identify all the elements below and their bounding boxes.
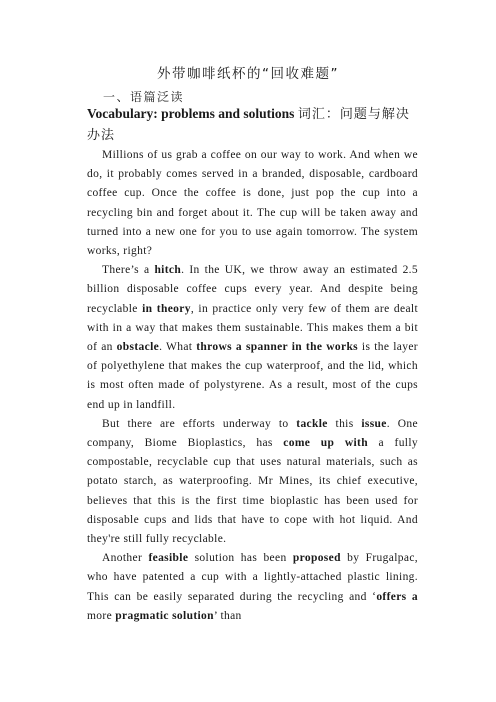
article-body	[87, 146, 418, 626]
keyword-spanner: throws a spanner in the works	[196, 341, 359, 354]
keyword-in-theory: in theory	[142, 302, 191, 315]
text: this	[327, 417, 362, 430]
paragraph-3	[87, 415, 418, 549]
text: ’ than	[213, 609, 242, 622]
vocabulary-heading-zh: 词汇：问题与解决办法	[87, 107, 410, 143]
text: is the layer of polyethylene that makes the cup waterproof, and the lid, which is most often made of polystyrene. As a result, most of the cups end up in landfill.	[87, 341, 418, 411]
keyword-hitch: hitch	[154, 264, 182, 277]
keyword-offers: offers a	[376, 590, 418, 603]
text: more	[87, 609, 116, 622]
text: But there are efforts underway to	[102, 417, 297, 430]
keyword-obstacle: obstacle	[116, 341, 160, 354]
text: a fully compostable, recyclable cup that uses natural materials, such as potato starch, as waterproofing. Mr Mines, its chief executive, believes that this is the first time bioplastic has been used for disposable cups and lids that have to cope with hot liquid. And they're still fully recyclable.	[87, 437, 418, 546]
text: Another	[102, 552, 149, 565]
keyword-come-up-with: come up with	[283, 437, 368, 450]
vocabulary-heading	[87, 104, 417, 146]
section-heading: 一、语篇泛读	[103, 90, 185, 104]
paragraph-2	[87, 261, 418, 415]
text: by Frugalpac, who have patented a cup with a lightly-attached plastic lining. This can be easily separated during the recycling and ‘	[87, 552, 418, 603]
text: , in practice only very few of them are dealt with in a way that makes them sustainable. This makes them a bit of an	[87, 302, 418, 354]
keyword-tackle: tackle	[296, 417, 328, 430]
keyword-pragmatic-solution: pragmatic solution	[115, 609, 214, 622]
keyword-issue: issue	[361, 417, 387, 430]
vocabulary-heading-en: Vocabulary: problems and solutions	[87, 106, 298, 121]
text: . One company, Biome Bioplastics, has	[87, 417, 418, 450]
paragraph-4	[87, 549, 418, 626]
text: . What	[159, 341, 197, 354]
text: solution has been	[188, 552, 293, 565]
paragraph-1: Millions of us grab a coffee on our way to work. And when we do, it probably comes served in a branded, disposable, cardboard coffee cup. Once the coffee is done, just pop the cup into a recycling bin and forget about it. The cup will be taken away and turned into a new one for you to use again tomorrow. The system works, right?	[87, 149, 418, 258]
page-title: 外带咖啡纸杯的“回收难题”	[157, 66, 339, 82]
keyword-proposed: proposed	[292, 552, 341, 565]
text: There’s a	[102, 264, 155, 277]
text: . In the UK, we throw away an estimated 2.5 billion disposable coffee cups every year. And despite being recyclable	[87, 264, 418, 315]
keyword-feasible: feasible	[148, 552, 189, 565]
